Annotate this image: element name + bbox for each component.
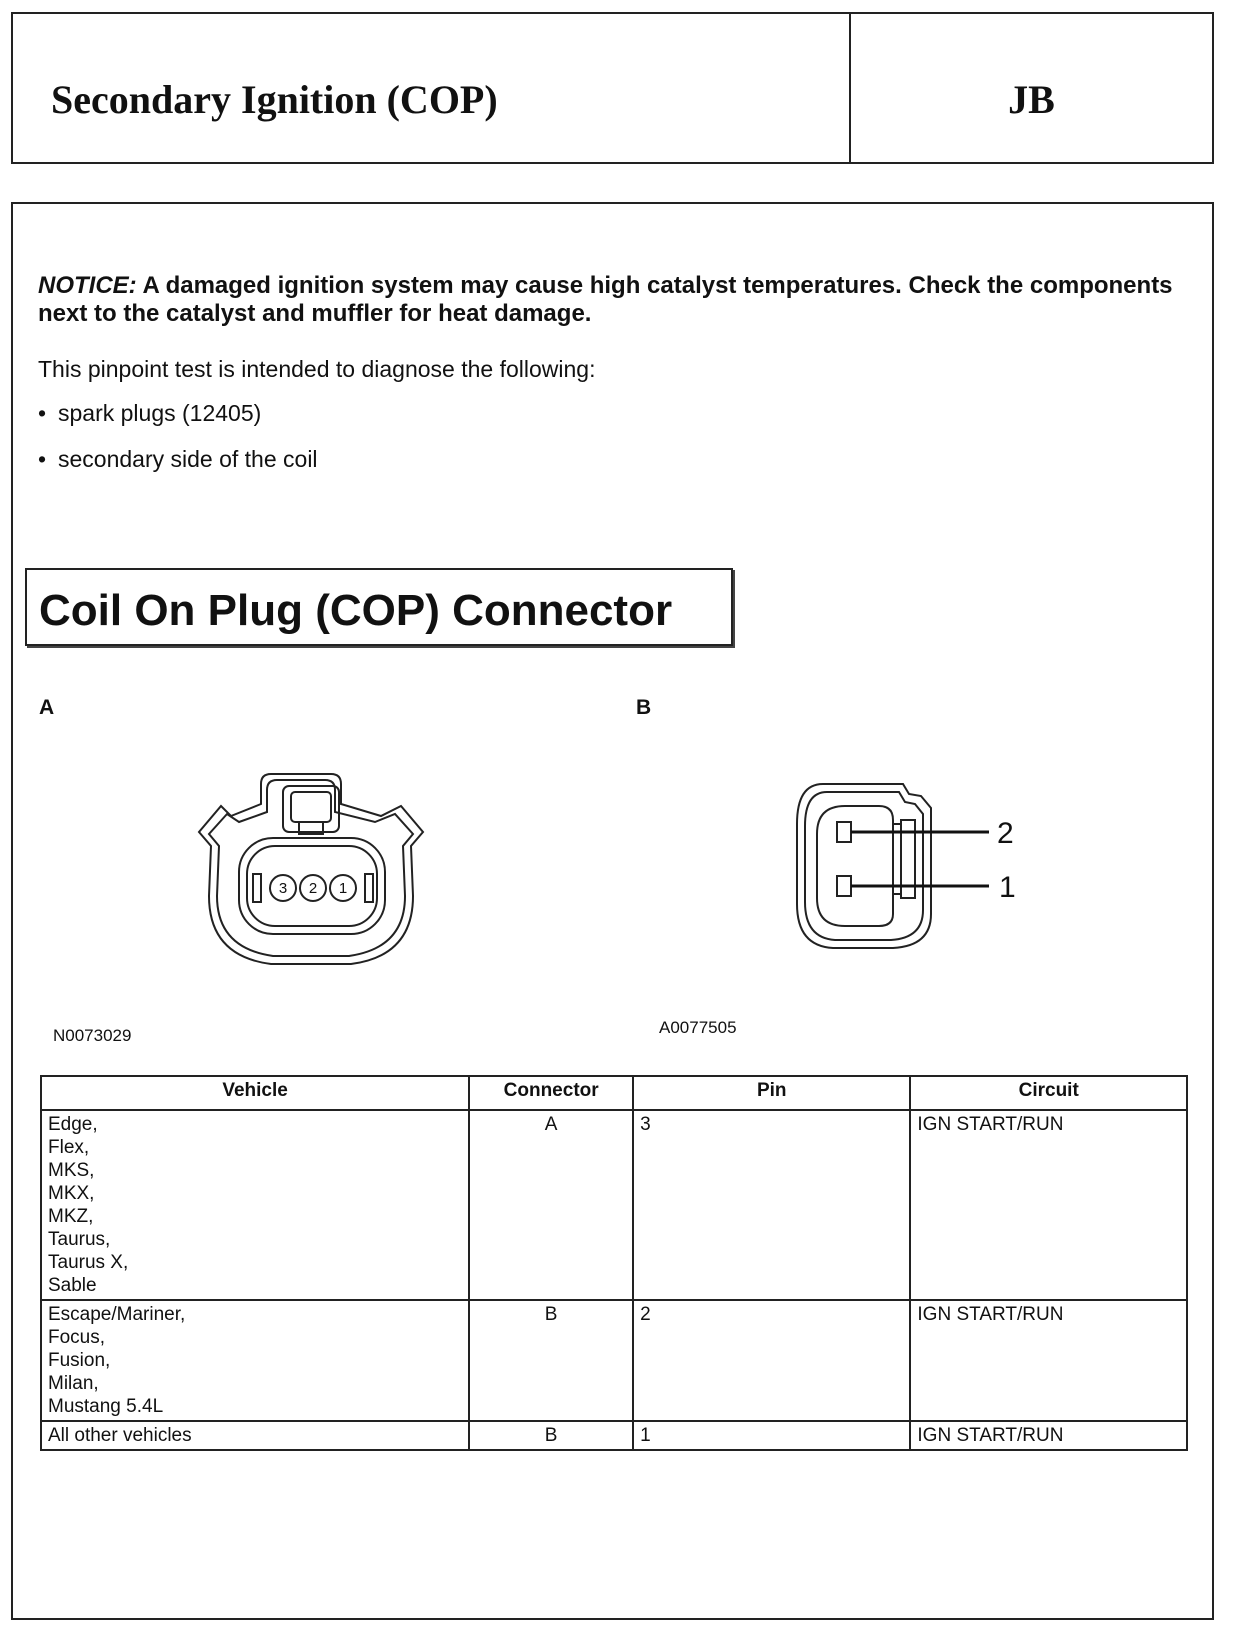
section-title: Coil On Plug (COP) Connector [39,586,673,635]
connector-a-diagram [191,756,461,976]
diagram-a-reference: N0073029 [53,1026,132,1045]
vehicle-name: Escape/Mariner, [48,1304,186,1325]
vehicle-name: Focus, [48,1327,106,1348]
vehicle-name: Edge, [48,1114,98,1135]
notice [38,272,1178,328]
pin-table [40,1075,1188,1451]
connector-a-pin-label: 1 [338,880,348,897]
bullet-text: spark plugs (12405) [58,400,262,426]
pin-cell: 1 [633,1421,910,1450]
table-row [41,1300,1187,1421]
connector-cell: B [469,1300,633,1421]
bullet-dot: • [38,446,47,472]
diagram-b-reference: A0077505 [659,1018,737,1037]
vehicle-name: All other vehicles [48,1425,192,1446]
notice-label: NOTICE: [38,272,137,299]
vehicle-cell [41,1110,469,1300]
circuit-cell: IGN START/RUN [910,1110,1187,1300]
connector-cell: B [469,1421,633,1450]
column-header-vehicle: Vehicle [41,1076,469,1110]
vehicle-name: Milan, [48,1373,99,1394]
circuit-cell: IGN START/RUN [910,1300,1187,1421]
connector-b-diagram [793,774,1063,974]
diagram-b-label: B [636,696,652,719]
circuit-cell: IGN START/RUN [910,1421,1187,1450]
connector-b-pin-label: 1 [999,871,1016,904]
column-header-circuit: Circuit [910,1076,1187,1110]
header-box [11,12,1214,164]
connector-a-pin-label: 3 [278,880,288,897]
vehicle-name: Flex, [48,1137,90,1158]
vehicle-name: Taurus X, [48,1252,129,1273]
table-row [41,1110,1187,1300]
content-box [11,202,1214,1620]
bullet-text: secondary side of the coil [58,446,318,472]
table-header-row [41,1076,1187,1110]
vehicle-name: Taurus, [48,1229,111,1250]
notice-text: A damaged ignition system may cause high catalyst temperatures. Check the components next to the catalyst and muffler for heat damage. [38,272,1173,327]
vehicle-name: Mustang 5.4L [48,1396,164,1417]
bullet-dot: • [38,400,47,426]
page-code: JB [1008,77,1055,122]
vehicle-cell [41,1421,469,1450]
vehicle-name: Sable [48,1275,97,1296]
column-header-connector: Connector [469,1076,633,1110]
page-title: Secondary Ignition (COP) [51,77,498,122]
section-heading-box [25,568,733,646]
connector-a-pin-label: 2 [308,880,318,897]
header-title-cell [13,14,851,162]
connector-cell: A [469,1110,633,1300]
bullet-item [38,446,318,473]
column-header-pin: Pin [633,1076,910,1110]
table-row [41,1421,1187,1450]
pin-cell: 3 [633,1110,910,1300]
bullet-item [38,400,261,427]
vehicle-cell [41,1300,469,1421]
connector-b-pin-label: 2 [997,817,1014,850]
vehicle-name: MKX, [48,1183,95,1204]
vehicle-name: Fusion, [48,1350,111,1371]
vehicle-name: MKZ, [48,1206,94,1227]
pin-cell: 2 [633,1300,910,1421]
vehicle-name: MKS, [48,1160,95,1181]
diagram-a-label: A [39,696,55,719]
intro-text: This pinpoint test is intended to diagnose the following: [38,356,596,382]
